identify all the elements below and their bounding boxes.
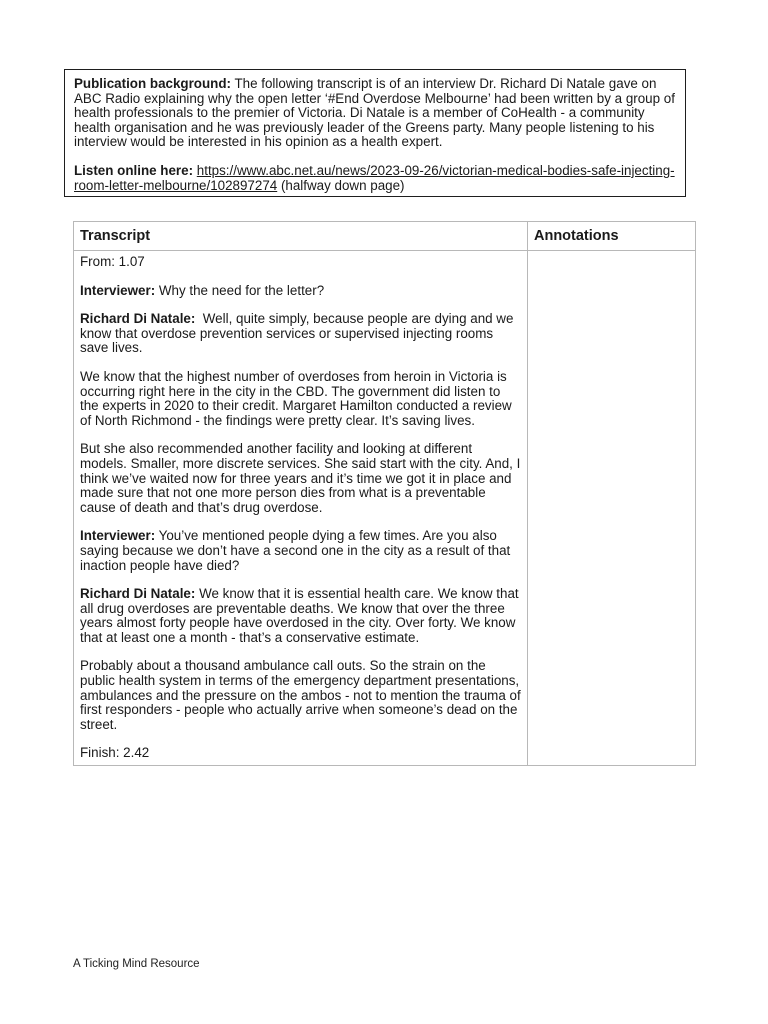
transcript-table: [73, 221, 696, 766]
transcript-paragraph: Interviewer: You’ve mentioned people dying a few times. Are you also saying because we don’t have a second one in the city as a result of that inaction people have died?: [80, 528, 511, 573]
speaker-label: Interviewer:: [80, 282, 156, 298]
listen-paragraph: [74, 164, 676, 193]
abc-news-link[interactable]: https://www.abc.net.au/news/2023-09-26/victorian-medical-bodies-safe-injecting-room-letter-melbourne/102897274: [74, 162, 675, 193]
publication-background-box: [64, 69, 686, 197]
transcript-paragraph: Richard Di Natale: We know that it is essential health care. We know that all drug overdoses are preventable deaths. We know that over the three years almost forty people have overdosed in the city. Over forty. We know that at least one a month - that’s a conservative estimate.: [80, 586, 519, 645]
transcript-header: Transcript: [74, 222, 528, 251]
speaker-label: Richard Di Natale:: [80, 311, 196, 327]
footer-credit: A Ticking Mind Resource: [73, 958, 200, 970]
transcript-paragraph: Interviewer: Why the need for the letter?: [80, 282, 325, 298]
transcript-paragraph: Probably about a thousand ambulance call outs. So the strain on the public health system in terms of the emergency department presentations, ambulances and the pressure on the ambos - not to mention the trauma of first responders - people who actually arrive when someone’s dead on the street.: [80, 658, 521, 732]
transcript-paragraph: But she also recommended another facility and looking at different models. Smaller, more discrete services. She said start with the city. And, I think we’ve waited now for three years and it’s time we got it in place and made sure that not one more person dies from what is a preventable cause of death and that’s drug overdose.: [80, 441, 521, 515]
background-paragraph: [74, 77, 676, 150]
background-label: Publication background:: [74, 76, 231, 91]
speaker-label: Interviewer:: [80, 528, 156, 544]
transcript-cell: [74, 251, 528, 766]
transcript-paragraph: Finish: 2.42: [80, 745, 150, 761]
table-header-row: [74, 222, 696, 251]
background-text: The following transcript is of an interview Dr. Richard Di Natale gave on ABC Radio explaining why the open letter ‘#End Overdose Melbourne’ had been written by a group of health professionals to the premier of Victoria. Di Natale is a member of CoHealth - a community health organisation and he was previously leader of the Greens party. Many people listening to his interview would be interested in his opinion as a health expert.: [74, 76, 675, 150]
table-body-row: [74, 251, 696, 766]
link-suffix: (halfway down page): [277, 177, 405, 193]
speaker-label: Richard Di Natale:: [80, 586, 196, 602]
transcript-paragraph: From: 1.07: [80, 254, 145, 269]
transcript-paragraph: We know that the highest number of overdoses from heroin in Victoria is occurring right here in the city in the CBD. The government did listen to the experts in 2020 to their credit. Margaret Hamilton conducted a review of North Richmond - the findings were pretty clear. It’s saving lives.: [80, 368, 512, 428]
listen-label: Listen online here:: [74, 162, 194, 178]
annotations-cell[interactable]: [528, 251, 696, 766]
annotations-header: Annotations: [528, 222, 696, 251]
transcript-paragraph: Richard Di Natale: Well, quite simply, because people are dying and we know that overdose prevention services or supervised injecting rooms save lives.: [80, 311, 518, 356]
